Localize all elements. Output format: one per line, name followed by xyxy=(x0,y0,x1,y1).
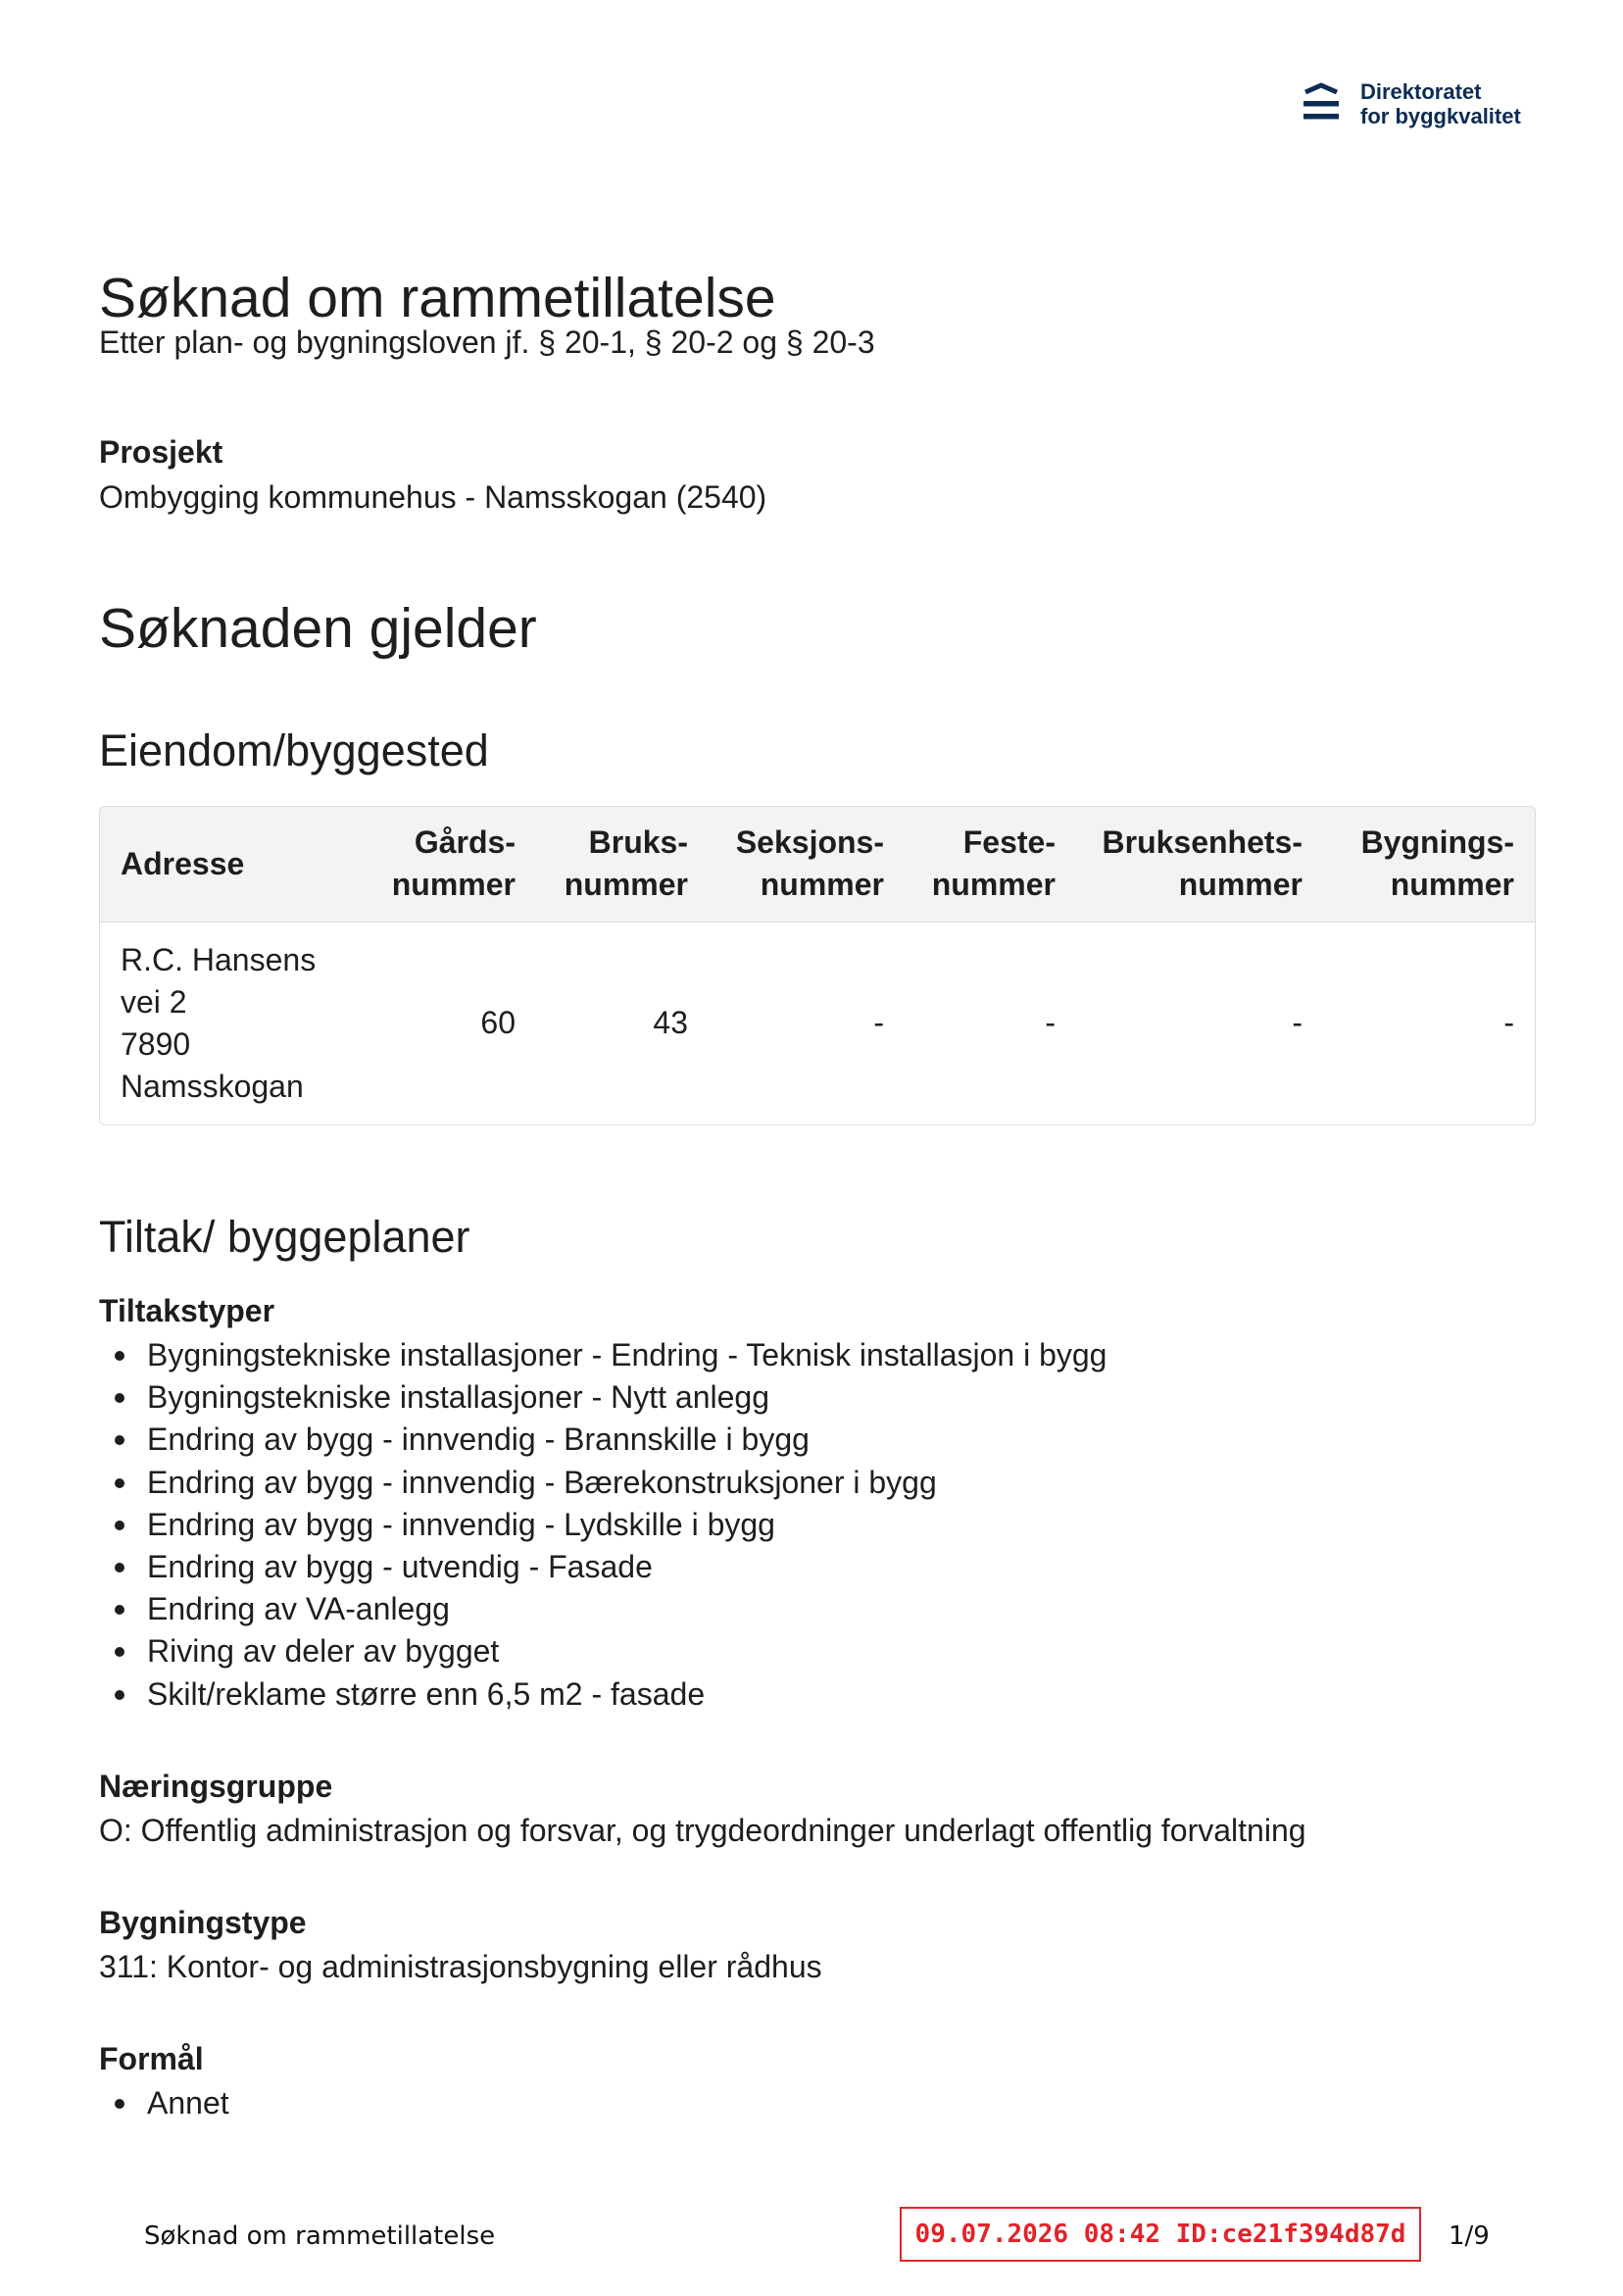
logo-line-2: for byggkvalitet xyxy=(1360,104,1521,128)
cell-seksjonsnummer: - xyxy=(709,922,905,1124)
list-item: Endring av bygg - utvendig - Fasade xyxy=(99,1546,1107,1588)
col-address: Adresse xyxy=(121,845,245,881)
purpose-list xyxy=(99,2082,229,2124)
list-item: Bygningstekniske installasjoner - Nytt anlegg xyxy=(99,1376,1107,1419)
list-item: Endring av bygg - innvendig - Lydskille i bygg xyxy=(99,1504,1107,1546)
col-bygningsnummer: Bygnings- nummer xyxy=(1360,824,1514,903)
measures-heading: Tiltak/ byggeplaner xyxy=(99,1212,470,1262)
col-seksjonsnummer: Seksjons- nummer xyxy=(735,824,884,903)
purpose-label: Formål xyxy=(99,2041,204,2076)
cell-bruksnummer: 43 xyxy=(536,922,709,1124)
list-item: Endring av bygg - innvendig - Bærekonstruksjoner i bygg xyxy=(99,1462,1107,1504)
dibk-logo xyxy=(1302,76,1537,131)
list-item: Bygningstekniske installasjoner - Endring - Teknisk installasjon i bygg xyxy=(99,1334,1107,1376)
property-heading: Eiendom/byggested xyxy=(99,725,489,775)
cell-bygningsnummer: - xyxy=(1323,922,1535,1124)
logo-text xyxy=(1360,79,1521,128)
col-bruksenhetsnummer: Bruksenhets- nummer xyxy=(1102,824,1303,903)
property-table xyxy=(99,806,1536,1125)
measure-types-label: Tiltakstyper xyxy=(99,1293,275,1328)
cell-festenummer: - xyxy=(905,922,1076,1124)
list-item: Riving av deler av bygget xyxy=(99,1630,1107,1672)
industry-value: O: Offentlig administrasjon og forsvar, og trygdeordninger underlagt offentlig forvaltning xyxy=(99,1813,1306,1848)
col-festenummer: Feste- nummer xyxy=(931,824,1056,903)
industry-label: Næringsgruppe xyxy=(99,1769,333,1804)
document-subtitle: Etter plan- og bygningsloven jf. § 20-1, § 20-2 og § 20-3 xyxy=(99,324,875,360)
cell-gardsnummer: 60 xyxy=(363,922,536,1124)
project-value: Ombygging kommunehus - Namsskogan (2540) xyxy=(99,479,767,515)
table-row xyxy=(100,922,1535,1124)
col-bruksnummer: Bruks- nummer xyxy=(564,824,688,903)
list-item: Endring av VA-anlegg xyxy=(99,1588,1107,1630)
building-type-value: 311: Kontor- og administrasjonsbygning eller rådhus xyxy=(99,1949,822,1984)
list-item: Endring av bygg - innvendig - Brannskille i bygg xyxy=(99,1419,1107,1461)
dibk-logo-icon xyxy=(1302,80,1341,127)
building-type-label: Bygningstype xyxy=(99,1905,307,1940)
timestamp-id-stamp: 09.07.2026 08:42 ID:ce21f394d87d xyxy=(900,2207,1421,2262)
logo-line-1: Direktoratet xyxy=(1360,79,1482,104)
page-number: 1/9 xyxy=(1449,2221,1490,2251)
cell-address: R.C. Hansens vei 2 7890 Namsskogan xyxy=(100,922,363,1124)
cell-bruksenhetsnummer: - xyxy=(1076,922,1323,1124)
project-label: Prosjekt xyxy=(99,434,223,470)
footer-document-title: Søknad om rammetillatelse xyxy=(144,2221,496,2251)
list-item: Skilt/reklame større enn 6,5 m2 - fasade xyxy=(99,1673,1107,1716)
table-header-row xyxy=(100,807,1535,922)
application-heading: Søknaden gjelder xyxy=(99,597,537,660)
list-item: Annet xyxy=(99,2082,229,2124)
col-gardsnummer: Gårds- nummer xyxy=(391,824,516,903)
measure-types-list xyxy=(99,1334,1107,1716)
document-title: Søknad om rammetillatelse xyxy=(99,267,776,329)
